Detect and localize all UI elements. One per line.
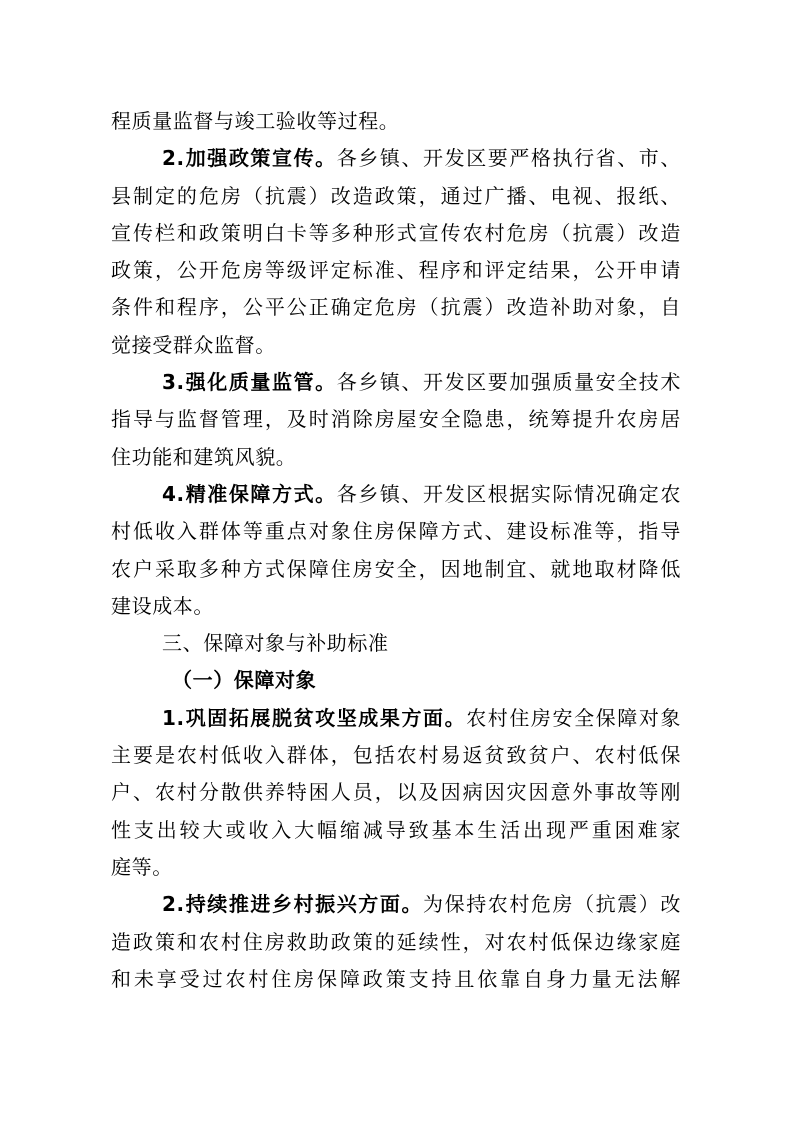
document-page bbox=[111, 103, 681, 998]
text-line: 农户采取多种方式保障住房安全，因地制宜、就地取材降低 bbox=[111, 556, 681, 581]
subsection-heading: （一）保障对象 bbox=[172, 668, 317, 693]
text-line: 农村住房安全保障对象 bbox=[466, 705, 682, 730]
paragraph-rural-revitalization bbox=[111, 886, 681, 923]
text-line: 条件和程序，公平公正确定危房（抗震）改造补助对象，自 bbox=[111, 295, 681, 320]
text-line: 指导与监督管理，及时消除房屋安全隐患，统筹提升农房居 bbox=[111, 407, 681, 432]
text-line: 主要是农村低收入群体，包括农村易返贫致贫户、农村低保 bbox=[111, 743, 681, 768]
paragraph-heading: 2.加强政策宣传。 bbox=[162, 146, 337, 171]
text-line: 建设成本。 bbox=[111, 593, 214, 618]
text-line: 政策，公开危房等级评定标准、程序和评定结果，公开申请 bbox=[111, 258, 681, 283]
paragraph-heading: 1.巩固拓展脱贫攻坚成果方面。 bbox=[162, 705, 467, 730]
text-line: 村低收入群体等重点对象住房保障方式、建设标准等，指导 bbox=[111, 519, 681, 544]
text-line: 和未享受过农村住房保障政策支持且依靠自身力量无法解 bbox=[111, 966, 681, 991]
text-line: 庭等。 bbox=[111, 854, 173, 879]
text-line: 户、农村分散供养特困人员，以及因病因灾因意外事故等刚 bbox=[111, 780, 681, 805]
paragraph-poverty-results bbox=[111, 700, 681, 737]
paragraph-precise-guarantee bbox=[111, 476, 681, 513]
text-line: 住功能和建筑风貌。 bbox=[111, 444, 297, 469]
paragraph-heading: 4.精准保障方式。 bbox=[162, 481, 337, 506]
text-line: 为保持农村危房（抗震）改 bbox=[423, 892, 681, 917]
text-line: 各乡镇、开发区要加强质量安全技术 bbox=[336, 370, 681, 395]
paragraph-heading: 3.强化质量监管。 bbox=[162, 370, 337, 395]
paragraph-quality-supervision bbox=[111, 364, 681, 401]
paragraph-heading: 2.持续推进乡村振兴方面。 bbox=[162, 892, 424, 917]
text-line: 宣传栏和政策明白卡等多种形式宣传农村危房（抗震）改造 bbox=[111, 220, 681, 245]
text-line: 县制定的危房（抗震）改造政策，通过广播、电视、报纸、 bbox=[111, 183, 681, 208]
text-line: 性支出较大或收入大幅缩减导致基本生活出现严重困难家 bbox=[111, 817, 681, 842]
text-line: 各乡镇、开发区要严格执行省、市、 bbox=[336, 146, 681, 171]
text-line: 觉接受群众监督。 bbox=[111, 332, 276, 357]
text-line: 各乡镇、开发区根据实际情况确定农 bbox=[336, 481, 681, 506]
paragraph-policy-publicity bbox=[111, 140, 681, 177]
text-line: 造政策和农村住房救助政策的延续性，对农村低保边缘家庭 bbox=[111, 929, 681, 954]
text-line: 程质量监督与竣工验收等过程。 bbox=[111, 109, 400, 133]
section-heading: 三、保障对象与补助标准 bbox=[162, 631, 389, 656]
